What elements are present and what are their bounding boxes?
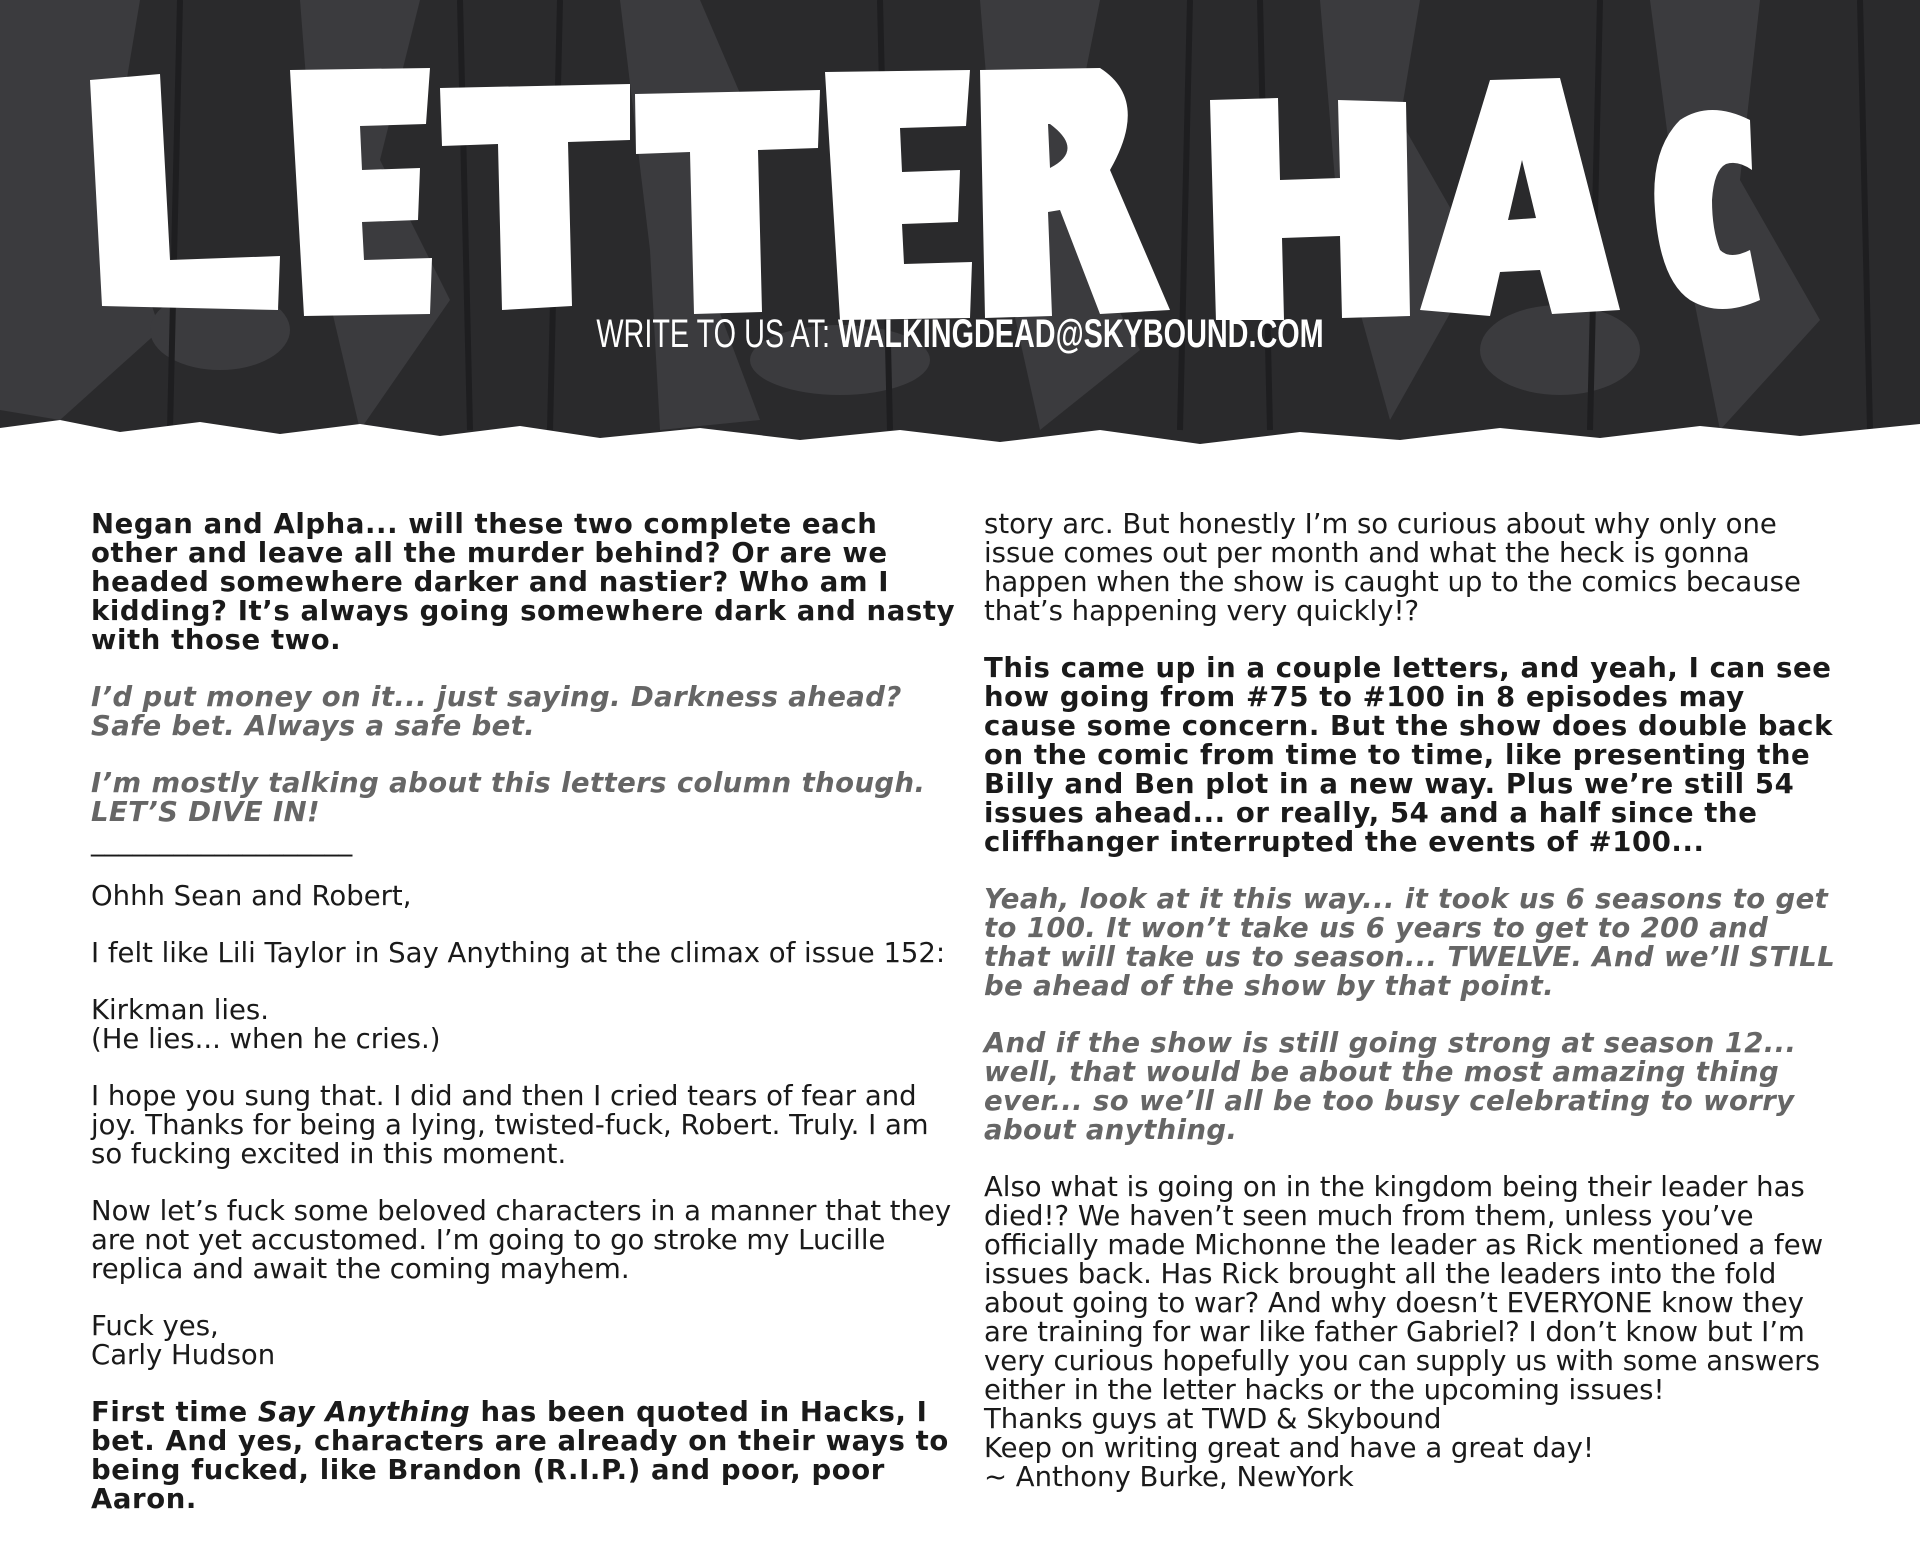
- letter-paragraph: I hope you sung that. I did and then I cried tears of fear and joy. Thanks for being a lying, twisted-fuck, Robert. Truly. I am so fucking excited in this moment.: [91, 1080, 929, 1170]
- editor-aside: Yeah, look at it this way... it took us 6 seasons to get to 100. It won’t take us 6 years to get to 200 and that will take us to season... TWELVE. And we’ll STILL be ahead of the show by that point.: [984, 883, 1836, 1002]
- letter-paragraph: I felt like Lili Taylor in Say Anything at the climax of issue 152:: [91, 937, 946, 969]
- right-column: [984, 510, 1844, 1520]
- letter-paragraph: story arc. But honestly I’m so curious about why only one issue comes out per month and what the heck is gonna happen when the show is caught up to the comics because that’s happening very quickly!?: [984, 508, 1801, 627]
- letter-signature: Fuck yes, Carly Hudson: [91, 1310, 276, 1371]
- reply-italic-title: Say Anything: [257, 1396, 471, 1428]
- letter-paragraph: Also what is going on in the kingdom being their leader has died!? We haven’t seen much from them, unless you’ve officially made Michonne the leader as Rick mentioned a few issues back. Has Rick brought all the leaders into the fold about going to war? And why doesn’t EVERYONE know they are training for war like father Gabriel? I don’t know but I’m very curious hopefully you can supply us with some answers either in the letter hacks or the upcoming issues! Thanks guys at TWD & Skybound Keep on writing great and have a great day! ~ Anthony Burke, NewYork: [984, 1171, 1824, 1493]
- letter-paragraph: Kirkman lies. (He lies... when he cries.): [91, 994, 441, 1055]
- contact-label: WRITE TO US AT:: [596, 312, 830, 356]
- editor-aside: I’d put money on it... just saying. Darkness ahead? Safe bet. Always a safe bet.: [91, 681, 902, 742]
- letter-paragraph: Now let’s fuck some beloved characters in a manner that they are not yet accustomed. I’m going to go stroke my Lucille replica and await the coming mayhem.: [91, 1195, 952, 1285]
- editor-intro: Negan and Alpha... will these two complete each other and leave all the murder behind? Or are we headed somewhere darker and nastier? Who am I kidding? It’s always going somewhere dark and nasty with those two.: [91, 508, 956, 656]
- left-column: [91, 510, 961, 1542]
- letter-hacks-logo: [90, 60, 1840, 320]
- editor-reply: This came up in a couple letters, and yeah, I can see how going from #75 to #100 in 8 episodes may cause some concern. But the show does double back on the comic from time to time, like presenting the Billy and Ben plot in a new way. Plus we’re still 54 issues ahead... or really, 54 and a half since the cliffhanger interrupted the events of #100...: [984, 652, 1833, 858]
- letter-greeting: Ohhh Sean and Robert,: [91, 880, 412, 912]
- contact-line: [269, 312, 1651, 357]
- contact-email[interactable]: WALKINGDEAD@SKYBOUND.COM: [837, 312, 1324, 356]
- editor-reply: First time Say Anything has been quoted in Hacks, I bet. And yes, characters are already on their ways to being fucked, like Brandon (R.I.P.) and poor, poor Aaron.: [91, 1396, 949, 1515]
- editor-aside: And if the show is still going strong at season 12... well, that would be about the most amazing thing ever... so we’ll all be too busy celebrating to worry about anything.: [984, 1027, 1797, 1146]
- editor-aside: I’m mostly talking about this letters column though. LET’S DIVE IN!: [91, 767, 926, 828]
- header-banner: [0, 0, 1920, 455]
- separator-line: ___________________: [91, 825, 353, 857]
